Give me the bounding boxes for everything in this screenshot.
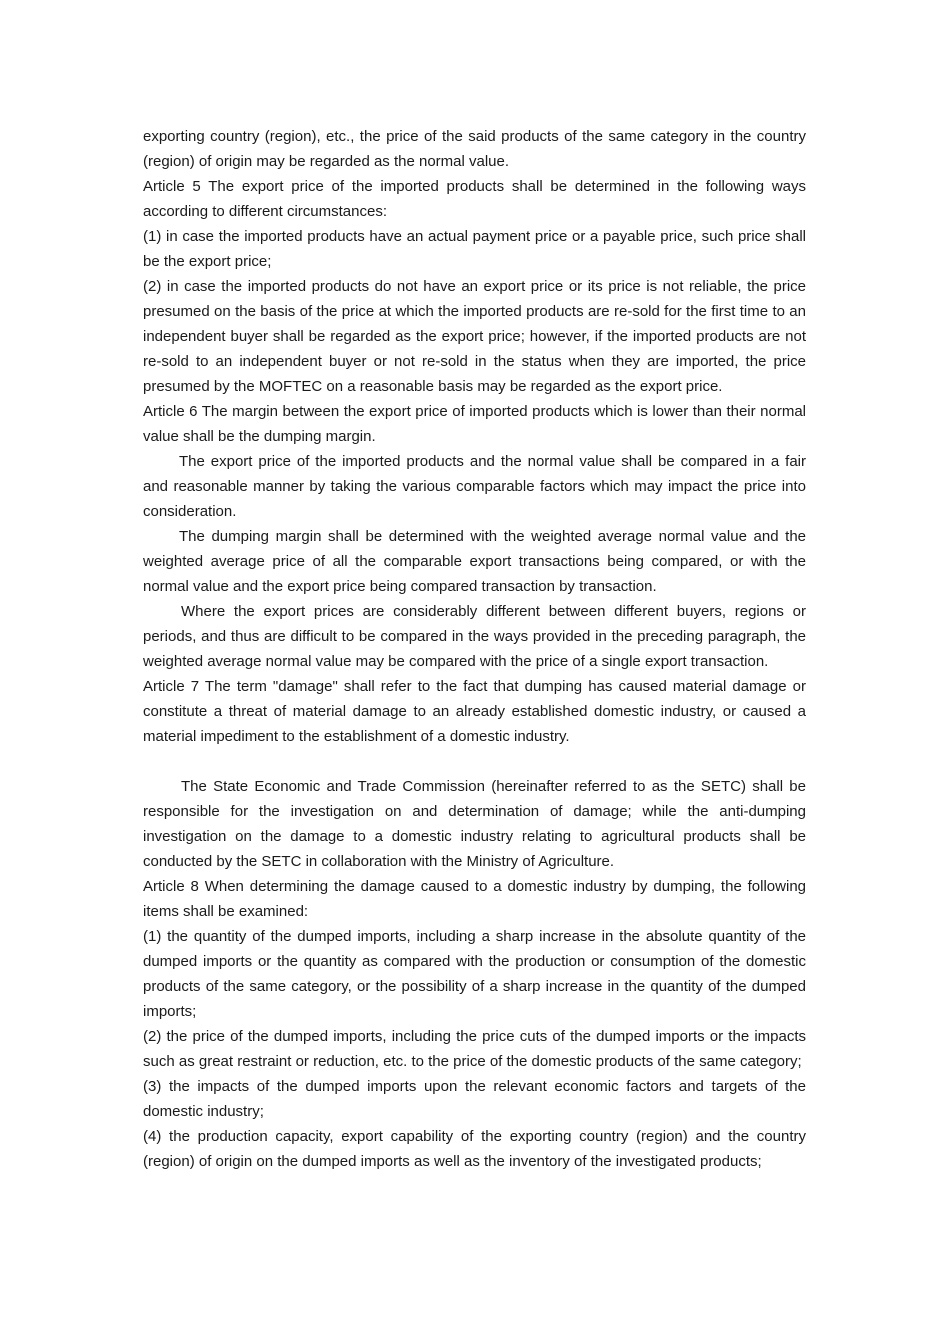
paragraph-article-8: Article 8 When determining the damage caused to a domestic industry by dumping, the following items shall be examined: — [143, 878, 806, 920]
paragraph-article-5: Article 5 The export price of the imported products shall be determined in the following ways according to different circumstances: — [143, 178, 806, 220]
paragraph-article-5-item-1: (1) in case the imported products have an actual payment price or a payable price, such price shall be the export price; — [143, 228, 806, 270]
paragraph-article-5-item-2: (2) in case the imported products do not have an export price or its price is not reliable, the price presumed on the basis of the price at which the imported products are re-sold for the first time to an independent buyer shall be regarded as the export price; however, if the imported products are not re-sold to an independent buyer or not re-sold in the status when they are imported, the price presumed by the MOFTEC on a reasonable basis may be regarded as the export price. — [143, 278, 806, 395]
paragraph-article-8-item-2: (2) the price of the dumped imports, including the price cuts of the dumped imports or the impacts such as great restraint or reduction, etc. to the price of the domestic products of the same category; — [143, 1028, 806, 1070]
paragraph-article-7-setc: The State Economic and Trade Commission (hereinafter referred to as the SETC) shall be responsible for the investigation on and determination of damage; while the anti-dumping investigation on the damage to a domestic industry relating to agricultural products shall be conducted by the SETC in collaboration with the Ministry of Agriculture. — [143, 778, 806, 870]
paragraph-article-8-item-4: (4) the production capacity, export capability of the exporting country (region) and the country (region) of origin on the dumped imports as well as the inventory of the investigated products; — [143, 1128, 806, 1170]
paragraph-article-7: Article 7 The term "damage" shall refer to the fact that dumping has caused material damage or constitute a threat of material damage to an already established domestic industry, or caused a material impediment to the establishment of a domestic industry. — [143, 678, 806, 745]
blank-line — [143, 749, 806, 774]
paragraph-article-6-comparison: The export price of the imported products and the normal value shall be compared in a fair and reasonable manner by taking the various comparable factors which may impact the price into consideration. — [143, 453, 806, 520]
paragraph-article-8-item-3: (3) the impacts of the dumped imports upon the relevant economic factors and targets of the domestic industry; — [143, 1078, 806, 1120]
paragraph-normal-value-continuation: exporting country (region), etc., the price of the said products of the same category in the country (region) of origin may be regarded as the normal value. — [143, 128, 806, 170]
paragraph-article-8-item-1: (1) the quantity of the dumped imports, including a sharp increase in the absolute quantity of the dumped imports or the quantity as compared with the production or consumption of the domestic products of the same category, or the possibility of a sharp increase in the quantity of the dumped imports; — [143, 928, 806, 1020]
paragraph-article-6: Article 6 The margin between the export price of imported products which is lower than their normal value shall be the dumping margin. — [143, 403, 806, 445]
document-page — [143, 124, 806, 1174]
paragraph-article-6-single-transaction: Where the export prices are considerably different between different buyers, regions or periods, and thus are difficult to be compared in the ways provided in the preceding paragraph, the weighted average normal value may be compared with the price of a single export transaction. — [143, 603, 806, 670]
paragraph-article-6-margin-method: The dumping margin shall be determined with the weighted average normal value and the weighted average price of all the comparable export transactions being compared, or with the normal value and the export price being compared transaction by transaction. — [143, 528, 806, 595]
